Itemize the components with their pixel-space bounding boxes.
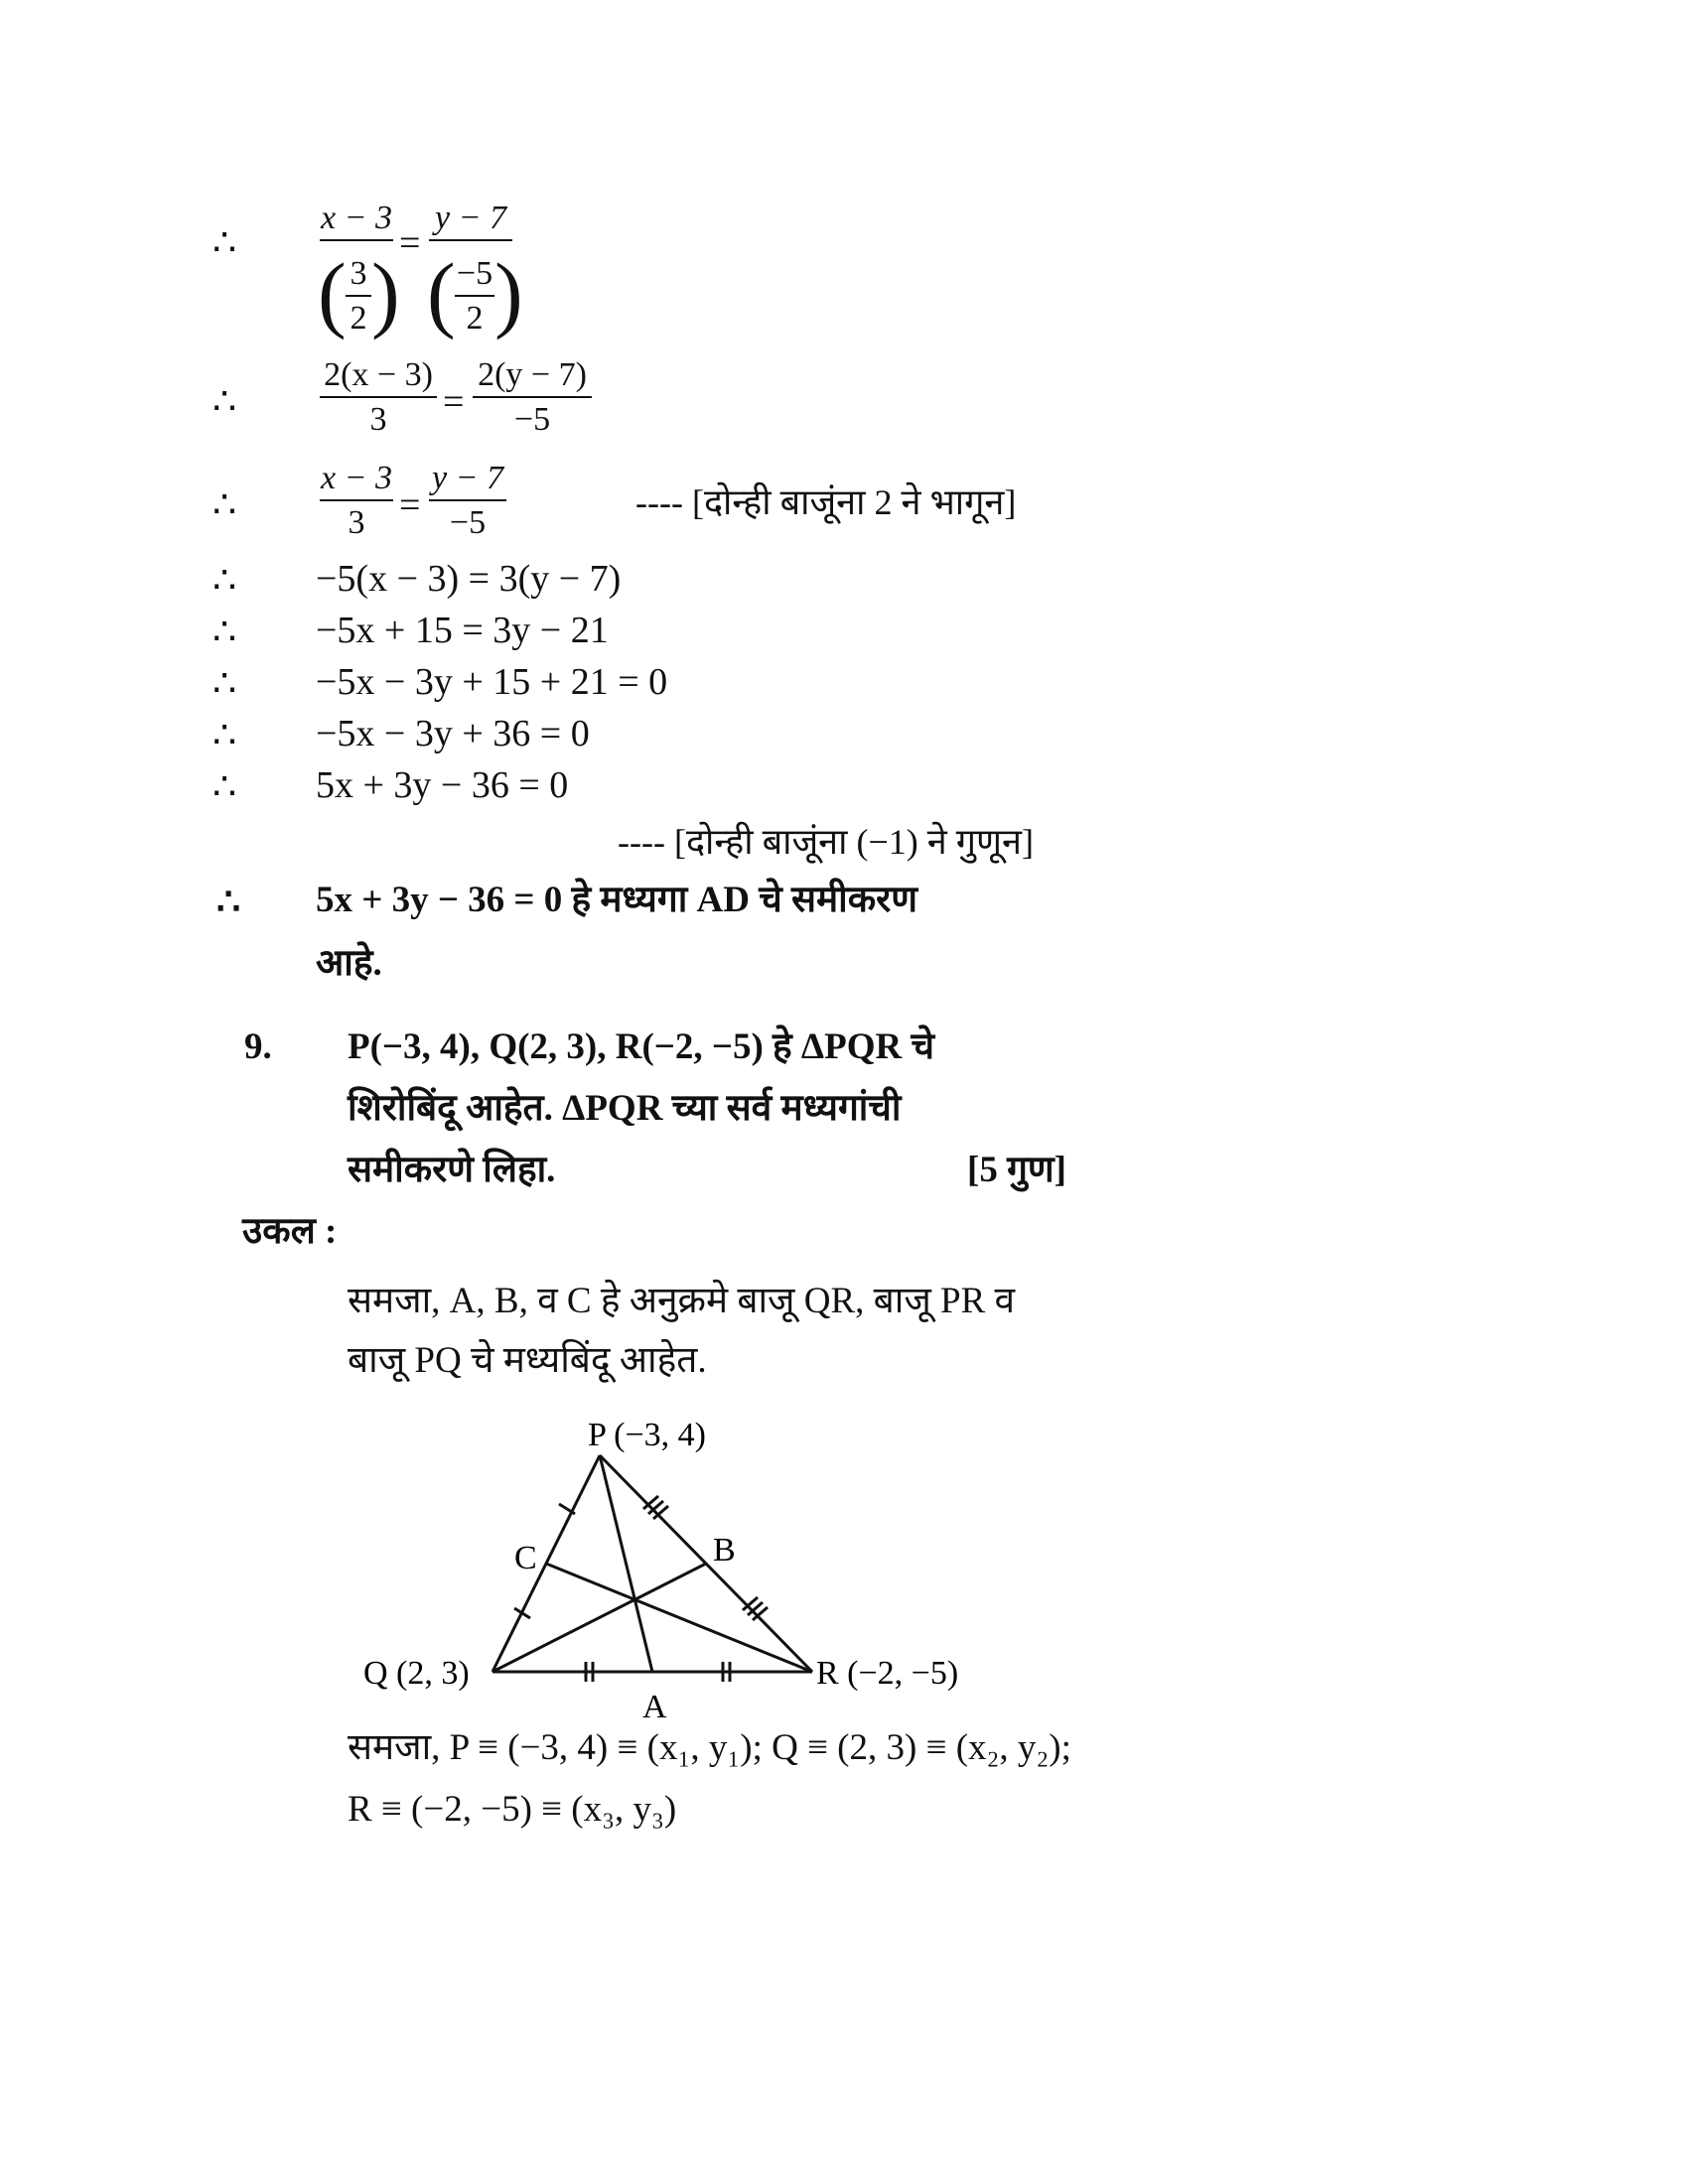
step3-rhs-numerator: y − 7 bbox=[431, 460, 504, 496]
label-c: C bbox=[514, 1540, 537, 1576]
step-line-2: −5x + 15 = 3y − 21 bbox=[316, 610, 609, 651]
therefore-symbol-1: ∴ bbox=[212, 222, 237, 264]
step3-rhs-denominator: −5 bbox=[449, 504, 487, 542]
label-p: P (−3, 4) bbox=[588, 1417, 706, 1453]
question-line-2: शिरोबिंदू आहेत. ΔPQR च्या सर्व मध्यगांची bbox=[348, 1088, 902, 1129]
label-q: Q (2, 3) bbox=[363, 1655, 470, 1692]
conclusion-line-2: आहे. bbox=[316, 943, 382, 984]
open-paren: ( bbox=[427, 245, 456, 341]
label-a: A bbox=[642, 1689, 667, 1725]
step1-rhs-inner-num: −5 bbox=[456, 255, 493, 292]
step-line-3: −5x − 3y + 15 + 21 = 0 bbox=[316, 661, 668, 703]
step3-lhs-denominator: 3 bbox=[348, 504, 365, 542]
question-line-1: P(−3, 4), Q(2, 3), R(−2, −5) हे ΔPQR चे bbox=[348, 1026, 934, 1067]
median-rc bbox=[546, 1564, 812, 1672]
step-note: ---- [दोन्ही बाजूंना (−1) ने गुणून] bbox=[618, 822, 1035, 862]
therefore-symbol-8: ∴ bbox=[212, 766, 237, 808]
label-r: R (−2, −5) bbox=[816, 1655, 959, 1692]
step3-equals: = bbox=[399, 484, 421, 526]
therefore-symbol-7: ∴ bbox=[212, 715, 237, 756]
therefore-symbol-4: ∴ bbox=[212, 560, 237, 602]
triangle-lines bbox=[492, 1455, 812, 1682]
median-pa bbox=[600, 1455, 652, 1672]
therefore-symbol-3: ∴ bbox=[212, 484, 237, 526]
step-line-5: 5x + 3y − 36 = 0 bbox=[316, 764, 569, 806]
step2-rhs-denominator: −5 bbox=[513, 401, 551, 439]
step1-rhs-inner-den: 2 bbox=[466, 300, 484, 338]
solution-label: उकल : bbox=[242, 1211, 338, 1252]
let-line-2: R ≡ (−2, −5) ≡ (x₃, y₃) bbox=[348, 1789, 677, 1830]
question-marks: [5 गुण] bbox=[967, 1150, 1066, 1190]
step1-rhs-numerator: y − 7 bbox=[434, 200, 507, 236]
assume-line-1: समजा, A, B, व C हे अनुक्रमे बाजू QR, बाजू PR व bbox=[348, 1281, 1016, 1321]
therefore-symbol-5: ∴ bbox=[212, 612, 237, 653]
step1-equals: = bbox=[399, 222, 421, 264]
step2-lhs-denominator: 3 bbox=[369, 401, 387, 439]
step-line-1: −5(x − 3) = 3(y − 7) bbox=[316, 558, 622, 600]
therefore-symbol-6: ∴ bbox=[212, 663, 237, 705]
label-b: B bbox=[713, 1532, 736, 1569]
step1-lhs-numerator: x − 3 bbox=[320, 200, 393, 236]
open-paren: ( bbox=[318, 245, 347, 341]
question-number: 9. bbox=[244, 1026, 272, 1067]
question-line-3: समीकरणे लिहा. bbox=[348, 1150, 556, 1190]
step2-lhs-numerator: 2(x − 3) bbox=[324, 356, 433, 393]
close-paren: ) bbox=[371, 245, 400, 341]
therefore-symbol-2: ∴ bbox=[212, 381, 237, 423]
assume-line-2: बाजू PQ चे मध्यबिंदू आहेत. bbox=[348, 1340, 707, 1381]
step1-lhs-inner-den: 2 bbox=[350, 300, 367, 338]
step-line-4: −5x − 3y + 36 = 0 bbox=[316, 713, 590, 754]
therefore-symbol-9: ∴ bbox=[216, 882, 241, 923]
step2-equals: = bbox=[443, 381, 465, 423]
step3-lhs-numerator: x − 3 bbox=[320, 460, 393, 496]
step3-note: ---- [दोन्ही बाजूंना 2 ने भागून] bbox=[635, 482, 1017, 522]
step2-rhs-numerator: 2(y − 7) bbox=[478, 356, 587, 393]
step1-lhs-inner-num: 3 bbox=[350, 255, 367, 292]
let-line-1: समजा, P ≡ (−3, 4) ≡ (x₁, y₁); Q ≡ (2, 3) ≡ (x₂, y₂); bbox=[348, 1727, 1071, 1768]
close-paren: ) bbox=[494, 245, 523, 341]
conclusion-line-1: 5x + 3y − 36 = 0 हे मध्यगा AD चे समीकरण bbox=[316, 880, 918, 920]
median-qb bbox=[492, 1564, 706, 1672]
